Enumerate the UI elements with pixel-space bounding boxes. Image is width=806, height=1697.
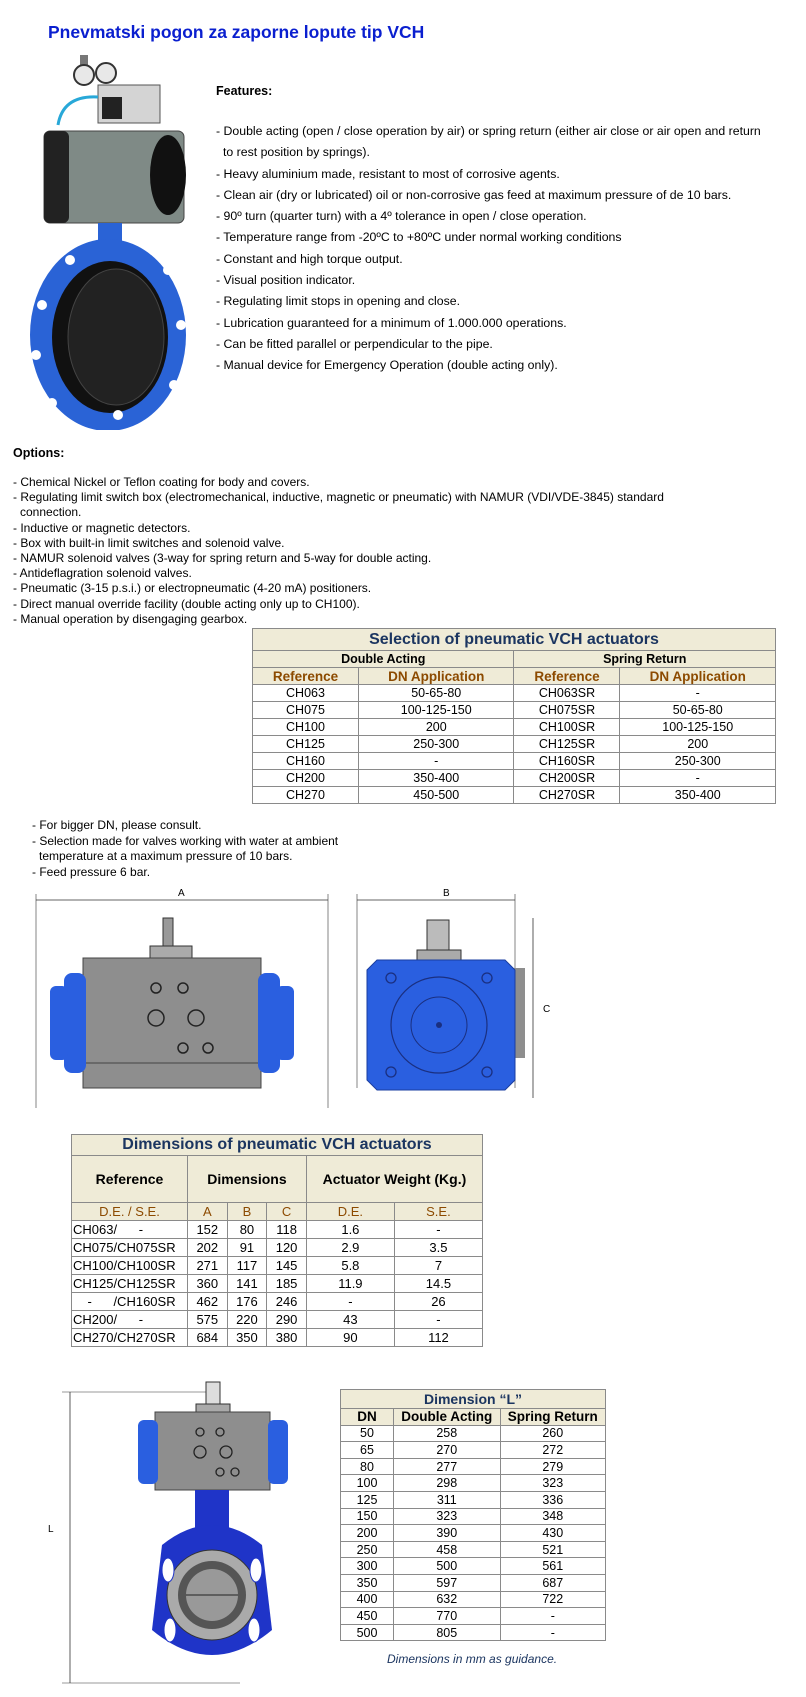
table-row	[341, 1475, 606, 1492]
options-list	[13, 475, 713, 627]
cell: 336	[500, 1491, 605, 1508]
cell: 80	[227, 1221, 267, 1239]
valve-assembly-drawing	[40, 1380, 310, 1690]
table-row	[341, 1491, 606, 1508]
cell: CH270SR	[514, 787, 620, 804]
cell: 112	[394, 1329, 482, 1347]
sub-header: C	[267, 1203, 307, 1221]
table-row	[72, 1311, 483, 1329]
cell: 246	[267, 1293, 307, 1311]
sub-header: S.E.	[394, 1203, 482, 1221]
cell: 597	[394, 1574, 501, 1591]
col-header: Double Acting	[394, 1409, 501, 1426]
cell: 323	[394, 1508, 501, 1525]
col-header: Spring Return	[500, 1409, 605, 1426]
cell: 1.6	[306, 1221, 394, 1239]
cell: 380	[267, 1329, 307, 1347]
cell: 348	[500, 1508, 605, 1525]
note-item: - Selection made for valves working with water at ambient	[32, 833, 339, 848]
cell: 7	[394, 1257, 482, 1275]
cell: 120	[267, 1239, 307, 1257]
note-item: - Feed pressure 6 bar.	[32, 864, 151, 879]
list-item: - Pneumatic (3-15 p.s.i.) or electropneumatic (4-20 mA) positioners.	[13, 581, 372, 596]
cell: 450	[341, 1608, 394, 1625]
list-item: - Can be fitted parallel or perpendicular to the pipe.	[216, 336, 493, 351]
cell: -	[394, 1311, 482, 1329]
col-header: DN Application	[620, 668, 776, 685]
cell: CH063/ -	[72, 1221, 188, 1239]
cell: 400	[341, 1591, 394, 1608]
table-row	[341, 1624, 606, 1641]
cell: 26	[394, 1293, 482, 1311]
cell: 141	[227, 1275, 267, 1293]
list-item: - Direct manual override facility (double acting only up to CH100).	[13, 596, 360, 611]
cell: 311	[394, 1491, 501, 1508]
cell: 350-400	[359, 770, 514, 787]
cell: 11.9	[306, 1275, 394, 1293]
cell: 458	[394, 1541, 501, 1558]
cell: 50	[341, 1425, 394, 1442]
cell: CH100/CH100SR	[72, 1257, 188, 1275]
dimension-l-label: L	[48, 1524, 54, 1535]
cell: CH063SR	[514, 685, 620, 702]
col-header: Actuator Weight (Kg.)	[306, 1156, 482, 1203]
cell: CH200	[253, 770, 359, 787]
cell: 722	[500, 1591, 605, 1608]
cell: 43	[306, 1311, 394, 1329]
cell: 277	[394, 1458, 501, 1475]
cell: -	[306, 1293, 394, 1311]
dimension-b-label: B	[443, 888, 450, 899]
cell: CH075	[253, 702, 359, 719]
sub-header: A	[188, 1203, 228, 1221]
cell: 3.5	[394, 1239, 482, 1257]
cell: CH075/CH075SR	[72, 1239, 188, 1257]
cell: CH270/CH270SR	[72, 1329, 188, 1347]
table-row	[72, 1293, 483, 1311]
cell: 632	[394, 1591, 501, 1608]
list-item: - Manual device for Emergency Operation (double acting only).	[216, 358, 558, 373]
cell: CH160	[253, 753, 359, 770]
cell: 770	[394, 1608, 501, 1625]
selection-table	[252, 628, 776, 804]
table-row	[341, 1458, 606, 1475]
cell: 350-400	[620, 787, 776, 804]
dimensions-footnote: Dimensions in mm as guidance.	[387, 1652, 558, 1666]
cell: 575	[188, 1311, 228, 1329]
cell: CH125	[253, 736, 359, 753]
cell: 50-65-80	[359, 685, 514, 702]
col-header: Reference	[514, 668, 620, 685]
cell: 805	[394, 1624, 501, 1641]
table-row	[72, 1275, 483, 1293]
list-item: to rest position by springs).	[223, 145, 370, 160]
list-item: connection.	[20, 505, 82, 520]
cell: 500	[394, 1558, 501, 1575]
selection-table-caption: Selection of pneumatic VCH actuators	[253, 629, 776, 651]
cell: 250	[341, 1541, 394, 1558]
cell: 258	[394, 1425, 501, 1442]
cell: 290	[267, 1311, 307, 1329]
table-row	[72, 1329, 483, 1347]
cell: -	[620, 685, 776, 702]
cell: 100-125-150	[359, 702, 514, 719]
cell: 260	[500, 1425, 605, 1442]
features-heading: Features:	[216, 84, 273, 98]
actuator-side-drawing	[355, 888, 565, 1110]
sub-header: B	[227, 1203, 267, 1221]
cell: CH100SR	[514, 719, 620, 736]
table-row	[253, 702, 776, 719]
list-item: - Double acting (open / close operation by air) or spring return (either air close or air open and return	[216, 124, 761, 138]
cell: CH125/CH125SR	[72, 1275, 188, 1293]
table-row	[341, 1442, 606, 1459]
dimension-l-caption: Dimension “L”	[341, 1390, 606, 1409]
table-row	[253, 787, 776, 804]
list-item: - Antideflagration solenoid valves.	[13, 566, 192, 581]
list-item: - Regulating limit switch box (electromechanical, inductive, magnetic or pneumatic) with NAMUR (VDI/VDE-3845) standard	[13, 490, 664, 505]
table-row	[341, 1608, 606, 1625]
cell: 176	[227, 1293, 267, 1311]
list-item: - Temperature range from -20ºC to +80ºC under normal working conditions	[216, 230, 622, 245]
table-row	[72, 1257, 483, 1275]
cell: -	[359, 753, 514, 770]
cell: 90	[306, 1329, 394, 1347]
col-header: DN Application	[359, 668, 514, 685]
col-header: DN	[341, 1409, 394, 1426]
cell: 270	[394, 1442, 501, 1459]
valve-actuator-photo	[18, 55, 190, 430]
table-row	[341, 1541, 606, 1558]
cell: 430	[500, 1525, 605, 1542]
group-double-acting: Double Acting	[253, 651, 514, 668]
cell: 2.9	[306, 1239, 394, 1257]
sub-header: D.E.	[306, 1203, 394, 1221]
col-header: Dimensions	[188, 1156, 307, 1203]
cell: CH160SR	[514, 753, 620, 770]
dimension-l-table	[340, 1389, 606, 1641]
cell: CH200SR	[514, 770, 620, 787]
list-item: - Inductive or magnetic detectors.	[13, 520, 191, 535]
cell: 687	[500, 1574, 605, 1591]
note-item: temperature at a maximum pressure of 10 bars.	[39, 849, 293, 863]
cell: 200	[359, 719, 514, 736]
list-item: - Chemical Nickel or Teflon coating for body and covers.	[13, 475, 310, 489]
cell: 250-300	[359, 736, 514, 753]
cell: 300	[341, 1558, 394, 1575]
cell: 350	[227, 1329, 267, 1347]
sub-header: D.E. / S.E.	[72, 1203, 188, 1221]
cell: 125	[341, 1491, 394, 1508]
cell: 91	[227, 1239, 267, 1257]
dimensions-table	[71, 1134, 483, 1347]
cell: CH100	[253, 719, 359, 736]
table-row	[341, 1591, 606, 1608]
cell: 250-300	[620, 753, 776, 770]
cell: 462	[188, 1293, 228, 1311]
cell: 323	[500, 1475, 605, 1492]
list-item: - Visual position indicator.	[216, 273, 356, 288]
cell: 279	[500, 1458, 605, 1475]
col-header: Reference	[253, 668, 359, 685]
cell: 298	[394, 1475, 501, 1492]
cell: CH270	[253, 787, 359, 804]
cell: 117	[227, 1257, 267, 1275]
cell: 202	[188, 1239, 228, 1257]
table-row	[341, 1525, 606, 1542]
table-row	[341, 1508, 606, 1525]
cell: 200	[341, 1525, 394, 1542]
cell: 360	[188, 1275, 228, 1293]
cell: CH075SR	[514, 702, 620, 719]
table-row	[72, 1221, 483, 1239]
dimension-c-label: C	[543, 1004, 551, 1015]
cell: 272	[500, 1442, 605, 1459]
list-item: - NAMUR solenoid valves (3-way for spring return and 5-way for double acting.	[13, 551, 432, 566]
cell: -	[500, 1608, 605, 1625]
table-row	[253, 753, 776, 770]
cell: 271	[188, 1257, 228, 1275]
cell: 145	[267, 1257, 307, 1275]
cell: 521	[500, 1541, 605, 1558]
dimensions-table-caption: Dimensions of pneumatic VCH actuators	[72, 1135, 483, 1156]
cell: 684	[188, 1329, 228, 1347]
cell: 185	[267, 1275, 307, 1293]
list-item: - Heavy aluminium made, resistant to most of corrosive agents.	[216, 166, 560, 181]
list-item: - Box with built-in limit switches and solenoid valve.	[13, 535, 285, 550]
cell: CH200/ -	[72, 1311, 188, 1329]
cell: 100	[341, 1475, 394, 1492]
table-row	[341, 1425, 606, 1442]
cell: 220	[227, 1311, 267, 1329]
table-row	[253, 770, 776, 787]
list-item: - Constant and high torque output.	[216, 251, 403, 266]
cell: 450-500	[359, 787, 514, 804]
group-spring-return: Spring Return	[514, 651, 776, 668]
table-row	[253, 719, 776, 736]
selection-notes	[32, 818, 338, 880]
cell: 5.8	[306, 1257, 394, 1275]
page-title: Pnevmatski pogon za zaporne lopute tip VCH	[48, 22, 425, 42]
list-item: - Clean air (dry or lubricated) oil or non-corrosive gas feed at maximum pressure of de 10 bars.	[216, 187, 732, 202]
features-list	[216, 121, 791, 377]
cell: 500	[341, 1624, 394, 1641]
list-item: - Manual operation by disengaging gearbox.	[13, 611, 248, 626]
cell: 390	[394, 1525, 501, 1542]
table-row	[341, 1558, 606, 1575]
list-item: - Regulating limit stops in opening and close.	[216, 294, 461, 309]
actuator-front-drawing	[28, 888, 338, 1110]
cell: -	[620, 770, 776, 787]
col-header: Reference	[72, 1156, 188, 1203]
cell: 350	[341, 1574, 394, 1591]
cell: - /CH160SR	[72, 1293, 188, 1311]
table-row	[253, 736, 776, 753]
note-item: - For bigger DN, please consult.	[32, 818, 202, 832]
list-item: - 90º turn (quarter turn) with a 4º tolerance in open / close operation.	[216, 209, 587, 224]
cell: 80	[341, 1458, 394, 1475]
cell: 200	[620, 736, 776, 753]
dimension-a-label: A	[178, 888, 185, 899]
cell: 100-125-150	[620, 719, 776, 736]
table-row	[341, 1574, 606, 1591]
options-heading: Options:	[13, 446, 65, 460]
cell: -	[394, 1221, 482, 1239]
cell: 561	[500, 1558, 605, 1575]
cell: 50-65-80	[620, 702, 776, 719]
cell: 118	[267, 1221, 307, 1239]
cell: 150	[341, 1508, 394, 1525]
cell: CH125SR	[514, 736, 620, 753]
cell: 65	[341, 1442, 394, 1459]
table-row	[253, 685, 776, 702]
table-row	[72, 1239, 483, 1257]
list-item: - Lubrication guaranteed for a minimum of 1.000.000 operations.	[216, 315, 567, 330]
cell: CH063	[253, 685, 359, 702]
cell: 14.5	[394, 1275, 482, 1293]
cell: -	[500, 1624, 605, 1641]
cell: 152	[188, 1221, 228, 1239]
